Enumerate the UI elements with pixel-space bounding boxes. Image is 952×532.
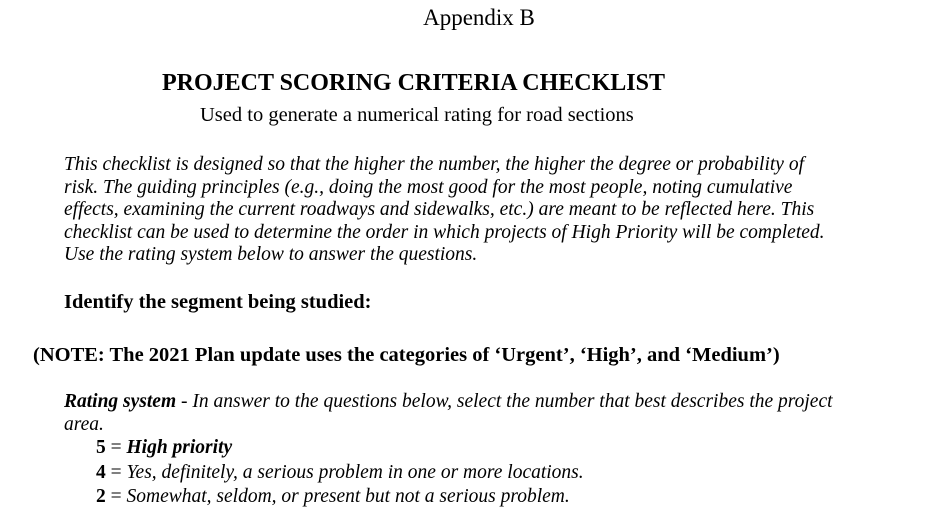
document-subtitle: Used to generate a numerical rating for road sections — [200, 104, 634, 126]
rating-scale-item — [96, 461, 584, 486]
rating-description: Yes, definitely, a serious problem in one or more locations. — [126, 461, 584, 483]
rating-equals: = — [105, 461, 127, 483]
rating-system-lead: Rating system — [64, 391, 177, 412]
rating-equals: = — [105, 437, 127, 458]
rating-description: Somewhat, seldom, or present but not a serious problem. — [126, 486, 570, 507]
rating-scale-item — [96, 485, 584, 510]
intro-line: checklist can be used to determine the order in which projects of High Priority will be completed. — [64, 221, 825, 243]
rating-system-text: - In answer to the questions below, select the number that best describes the project — [176, 391, 833, 412]
document-title: PROJECT SCORING CRITERIA CHECKLIST — [162, 70, 666, 96]
plan-update-note: (NOTE: The 2021 Plan update uses the categories of ‘Urgent’, ‘High’, and ‘Medium’) — [33, 344, 780, 366]
rating-line-2: area. — [64, 413, 104, 435]
rating-number: 4 — [96, 461, 106, 483]
intro-line: effects, examining the current roadways and sidewalks, etc.) are meant to be reflected here. This — [64, 199, 815, 221]
rating-line-1 — [64, 391, 924, 414]
rating-scale-item — [96, 436, 584, 461]
rating-system-paragraph — [64, 391, 924, 436]
intro-line: Use the rating system below to answer the questions. — [64, 244, 478, 266]
rating-equals: = — [105, 486, 127, 507]
rating-number: 2 — [96, 486, 106, 507]
segment-prompt: Identify the segment being studied: — [64, 291, 372, 313]
rating-description: High priority — [126, 437, 233, 458]
intro-line: This checklist is designed so that the higher the number, the higher the degree or probability of — [64, 154, 804, 175]
appendix-label: Appendix B — [423, 5, 535, 30]
intro-line: risk. The guiding principles (e.g., doing the most good for the most people, noting cumulative — [64, 176, 793, 198]
rating-scale-list — [96, 436, 584, 510]
rating-number: 5 — [96, 437, 106, 458]
intro-paragraph — [64, 154, 904, 267]
